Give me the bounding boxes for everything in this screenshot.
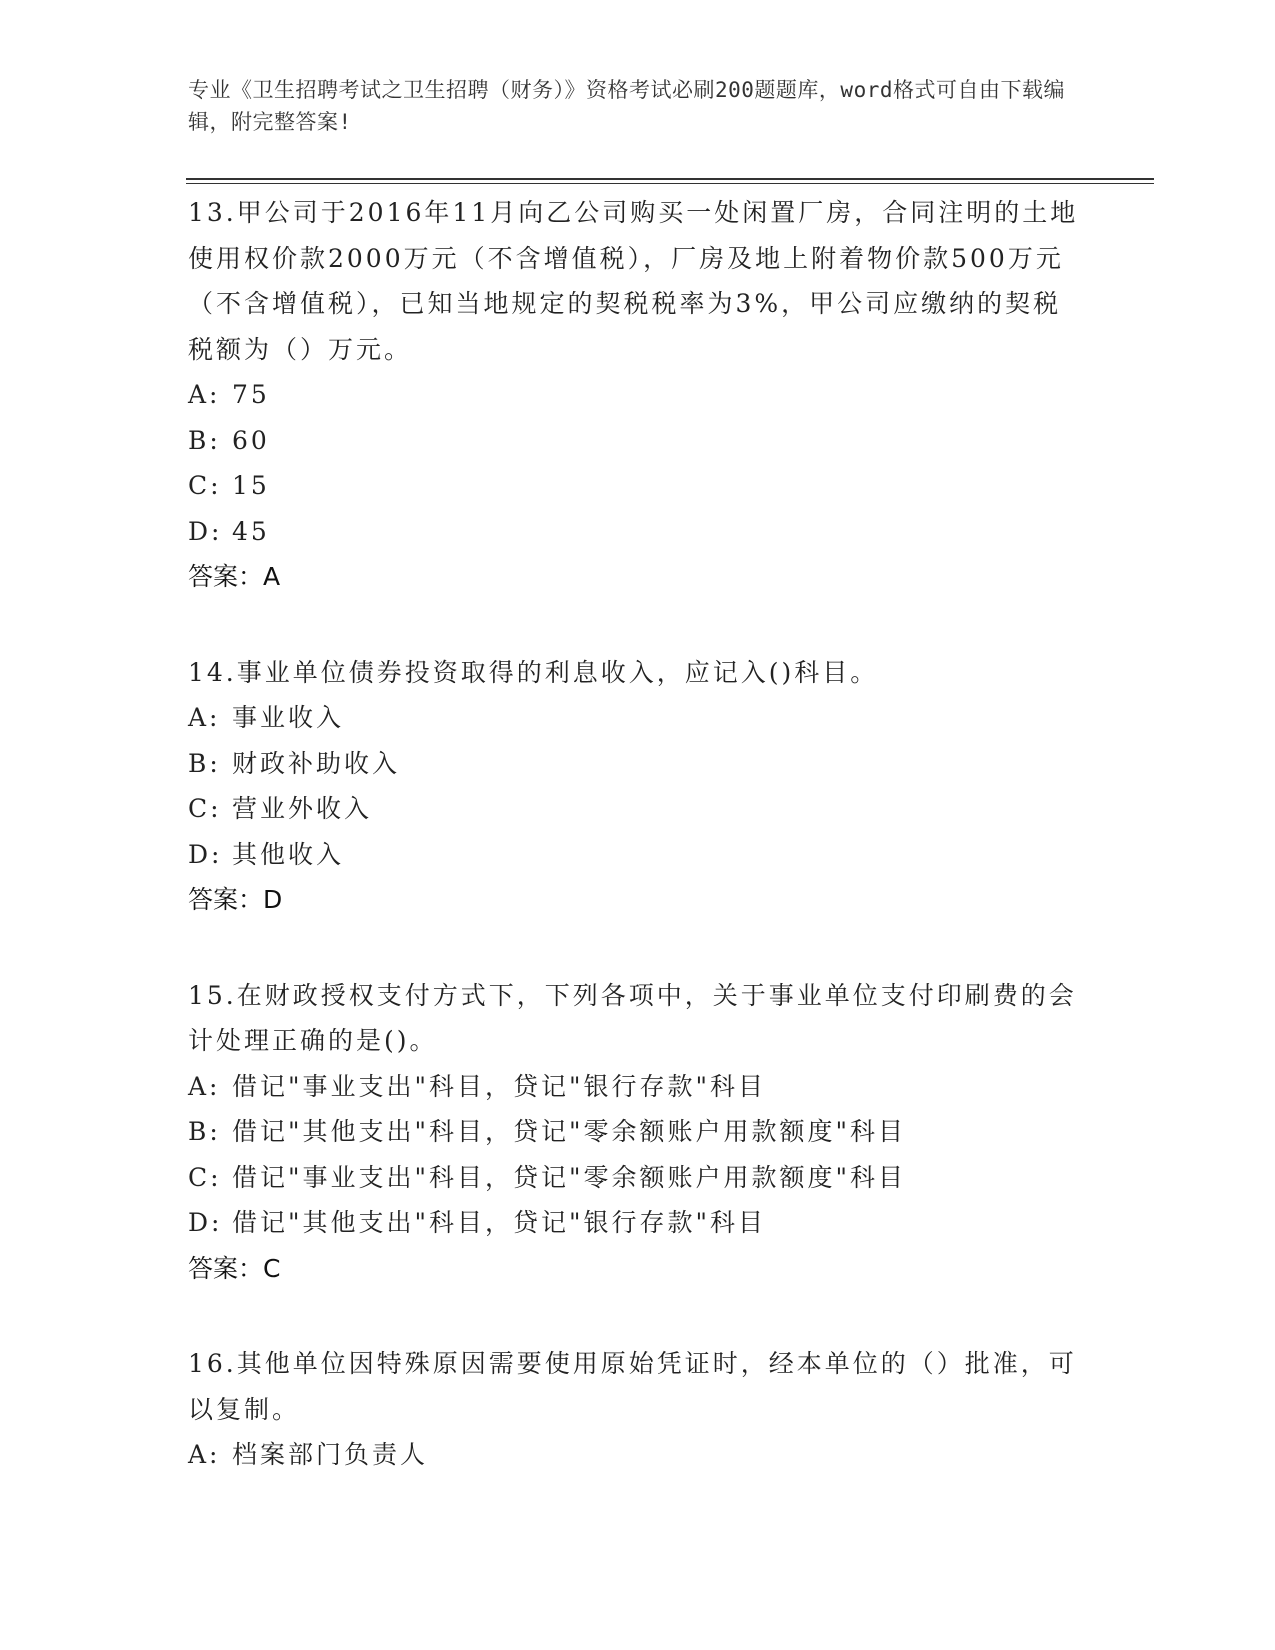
- option-a: [188, 1064, 1088, 1110]
- option-text: 事业收入: [232, 703, 345, 732]
- question-text: 15.在财政授权支付方式下，下列各项中，关于事业单位支付印刷费的会计处理正确的是()。: [188, 980, 1077, 1055]
- option-c: [188, 1155, 1088, 1201]
- header-divider-thick: [186, 178, 1154, 180]
- option-d: [188, 1200, 1088, 1246]
- option-key: D:: [188, 839, 223, 869]
- option-text: 45: [232, 516, 270, 546]
- option-d: [188, 509, 1088, 555]
- option-text: 借记"事业支出"科目，贷记"零余额账户用款额度"科目: [232, 1162, 906, 1192]
- option-text: 营业外收入: [232, 794, 373, 823]
- option-text: 借记"事业支出"科目，贷记"银行存款"科目: [232, 1071, 766, 1101]
- option-text: 财政补助收入: [232, 748, 401, 778]
- question-16: [188, 1341, 1088, 1478]
- option-text: 60: [232, 425, 270, 455]
- option-key: C:: [188, 794, 222, 823]
- option-c: [188, 463, 1088, 509]
- option-key: A:: [188, 1440, 221, 1469]
- option-key: C:: [188, 1162, 222, 1192]
- option-text: 其他收入: [232, 839, 345, 869]
- option-key: A:: [188, 380, 221, 409]
- option-key: B:: [188, 748, 221, 778]
- header-divider-thin: [186, 183, 1154, 184]
- option-c: [188, 786, 1088, 832]
- question-text: 16.其他单位因特殊原因需要使用原始凭证时，经本单位的（）批准，可以复制。: [188, 1349, 1077, 1424]
- option-text: 15: [232, 471, 270, 500]
- option-a: [188, 695, 1088, 741]
- option-b: [188, 418, 1088, 464]
- document-header: 专业《卫生招聘考试之卫生招聘（财务）》资格考试必刷200题题库，word格式可自由下载编辑，附完整答案!: [188, 78, 1065, 134]
- option-b: [188, 741, 1088, 787]
- option-key: D:: [188, 1208, 223, 1237]
- answer-line: 答案：D: [188, 885, 283, 914]
- option-key: D:: [188, 516, 223, 546]
- question-text: 14.事业单位债券投资取得的利息收入，应记入()科目。: [188, 657, 879, 687]
- option-key: B:: [188, 1117, 221, 1146]
- option-key: C:: [188, 471, 222, 500]
- option-key: A:: [188, 703, 221, 732]
- option-key: A:: [188, 1071, 221, 1101]
- question-list: [188, 190, 1088, 1528]
- option-key: B:: [188, 425, 221, 455]
- question-15: [188, 973, 1088, 1292]
- option-d: [188, 832, 1088, 878]
- option-text: 借记"其他支出"科目，贷记"零余额账户用款额度"科目: [232, 1117, 906, 1146]
- option-a: [188, 1432, 1088, 1478]
- option-b: [188, 1109, 1088, 1155]
- question-14: [188, 650, 1088, 923]
- option-text: 档案部门负责人: [232, 1440, 429, 1469]
- question-text: 13.甲公司于2016年11月向乙公司购买一处闲置厂房，合同注明的土地使用权价款2000万元（不含增值税），厂房及地上附着物价款500万元（不含增值税），已知当地规定的契税税率为3%，甲公司应缴纳的契税税额为（）万元。: [188, 198, 1079, 364]
- answer-line: 答案：C: [188, 1253, 281, 1283]
- option-text: 75: [232, 380, 270, 409]
- option-a: [188, 372, 1088, 418]
- option-text: 借记"其他支出"科目，贷记"银行存款"科目: [232, 1208, 766, 1237]
- question-13: [188, 190, 1088, 600]
- answer-line: 答案：A: [188, 562, 281, 591]
